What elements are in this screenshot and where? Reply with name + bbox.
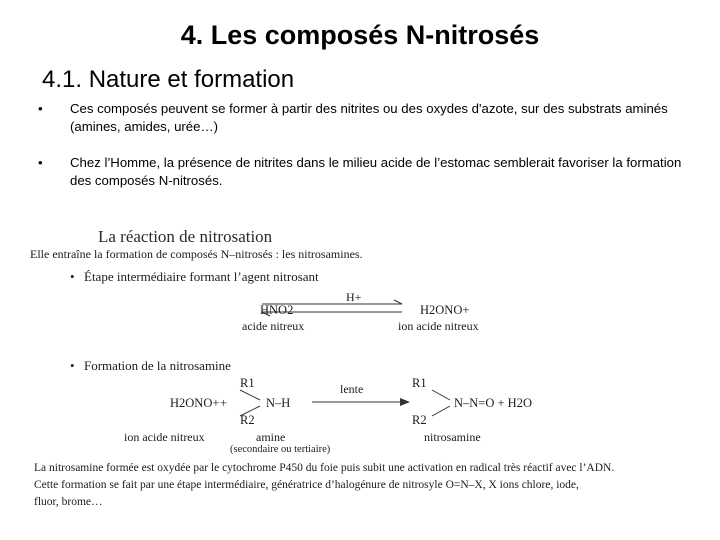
slide-title: 4. Les composés N-nitrosés xyxy=(180,20,540,50)
step2-reactant-ion: H2ONO+ xyxy=(170,396,220,410)
step2-product-name: nitrosamine xyxy=(424,430,481,444)
footer-line: La nitrosamine formée est oxydée par le cytochrome P450 du foie puis subit une activation en radical très réactif avec l’ADN. xyxy=(34,462,615,474)
step2-amine-note: (secondaire ou tertiaire) xyxy=(230,444,331,455)
step2-r1-left: R1 xyxy=(240,376,255,390)
step2-ion-name: ion acide nitreux xyxy=(124,430,205,444)
reaction-intro: Elle entraîne la formation de composés N–nitrosés : les nitrosamines. xyxy=(30,247,363,261)
step2-amine-core: N–H xyxy=(266,396,291,410)
reaction-title: La réaction de nitrosation xyxy=(98,227,273,246)
step2-label: Formation de la nitrosamine xyxy=(84,358,231,373)
step2-arrow-label: lente xyxy=(340,382,364,396)
bullet-marker: • xyxy=(38,101,43,116)
bullet-text: Chez l’Homme, la présence de nitrites dans le milieu acide de l’estomac semblerait favoriser la formation des composés N-nitrosés. xyxy=(70,155,682,188)
footer-line: fluor, brome… xyxy=(34,496,103,508)
bullet-list xyxy=(38,100,698,208)
step1-left-name: acide nitreux xyxy=(242,319,305,333)
section-heading: 4.1. Nature et formation xyxy=(42,66,295,93)
step1-left-formula: HNO2 xyxy=(260,303,294,317)
step1-right-formula: H2ONO+ xyxy=(420,303,470,317)
footer-line: Cette formation se fait par une étape intermédiaire, génératrice d’halogénure de nitrosyle O=N–X, X ions chlore, iode, xyxy=(34,479,579,491)
step1-marker: • xyxy=(70,269,75,284)
step1-right-name: ion acide nitreux xyxy=(398,319,479,333)
step2-r2-right: R2 xyxy=(412,413,427,427)
scanned-reaction-figure xyxy=(0,224,720,540)
bullet-marker: • xyxy=(38,155,43,170)
bullet-item xyxy=(38,100,698,136)
bullet-item xyxy=(38,154,698,190)
step2-r1-right: R1 xyxy=(412,376,427,390)
step2-plus: + xyxy=(220,396,228,410)
step2-product-core: N–N=O + H2O xyxy=(454,396,532,410)
step2-marker: • xyxy=(70,358,75,373)
bullet-text: Ces composés peuvent se former à partir des nitrites ou des oxydes d'azote, sur des substrats aminés (amines, amides, urée…) xyxy=(70,101,668,134)
step1-arrow-label: H+ xyxy=(346,290,362,304)
step2-r2-left: R2 xyxy=(240,413,255,427)
step1-label: Étape intermédiaire formant l’agent nitrosant xyxy=(84,269,319,284)
step2-amine-name: amine xyxy=(256,430,286,444)
